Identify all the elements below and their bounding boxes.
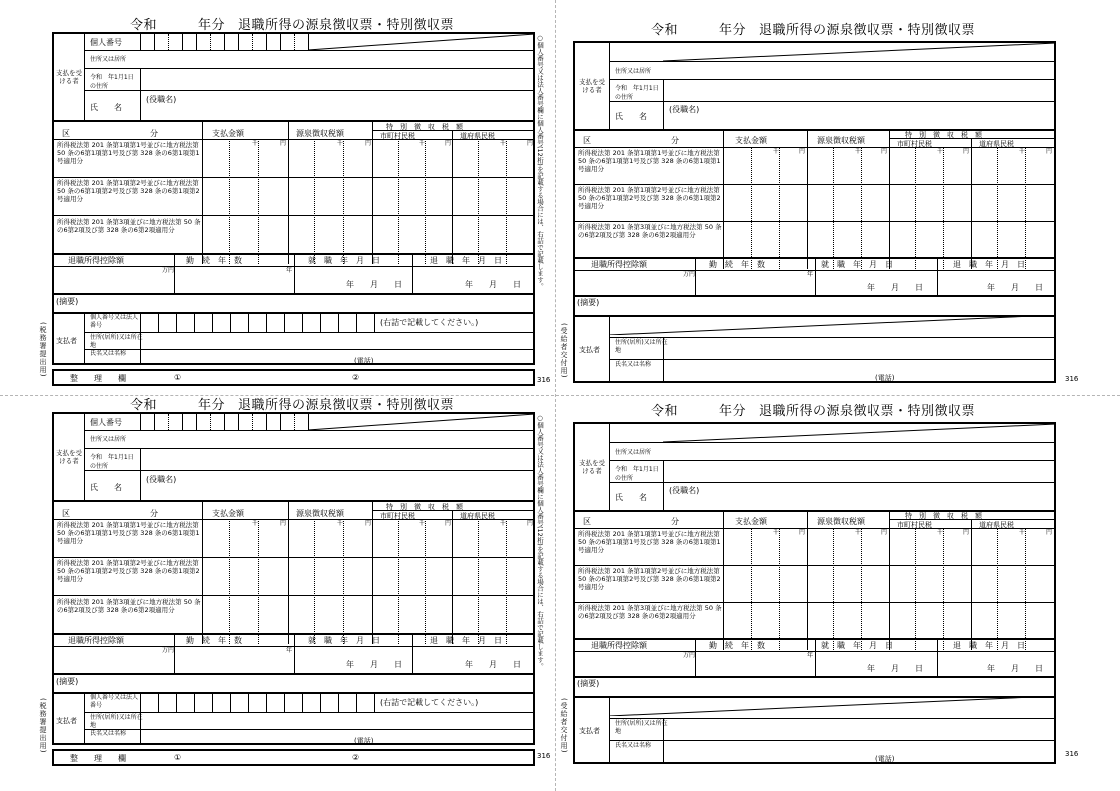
side-note: ○個人番号又は法人番号欄に個人番号(12桁)を記載する場合には、右詰で記載します。 [536,34,544,290]
recipient-copy-label: (受給者交付用) [560,698,568,754]
side-note: ○個人番号又は法人番号欄に個人番号(12桁)を記載する場合には、右詰で記載します。 [536,414,544,670]
thousand-unit: 千 [252,520,259,527]
withholding-header: 源泉徴収税額 [817,517,865,526]
payer-address-label: 住所(居所)又は所在地 [615,339,668,354]
thousand-unit: 千 [937,148,944,155]
thousand-unit: 千 [500,520,507,527]
yen-unit: 円 [445,140,452,147]
diagonal-line [308,34,535,50]
registry-box [52,749,535,766]
row-3-label: 所得税法第 201 条第3項並びに地方税法第 50 条の6第2項及び第 328 条の6第2項適用分 [57,598,201,614]
remarks-label: (摘要) [577,298,600,307]
diagonal-line [609,315,1056,335]
jan1-address-label: 令和 年1月1日の住所 [615,85,659,101]
title-text: 退職所得の源泉徴収票・特別徴収票 [238,398,455,413]
municipal-header: 市町村民税 [380,512,415,520]
payer-number-label: 個人番号又は法人番号 [90,694,139,709]
service-years-label: 勤 続 年 数 [186,636,242,645]
payment-header: 支払金額 [735,136,767,145]
special-header: 特 別 徴 収 税 額 [905,131,982,139]
year-unit: 年 [286,267,293,274]
man-yen-unit: 万円 [162,647,175,654]
thousand-unit: 千 [773,148,780,155]
thousand-unit: 千 [773,529,780,536]
municipal-header: 市町村民税 [897,521,932,529]
service-years-label: 勤 続 年 数 [709,260,765,269]
thousand-unit: 千 [500,140,507,147]
payer-label: 支払者 [56,337,77,345]
man-yen-unit: 万円 [162,267,175,274]
special-header: 特 別 徴 収 税 額 [386,123,463,131]
form-grid [52,32,535,365]
phone-label: (電話) [875,755,895,763]
phone-label: (電話) [354,357,374,365]
position-label: (役職名) [669,105,700,114]
employed-ymd: 年 月 日 [867,283,923,292]
recipient-label: 支払を受ける者 [579,78,605,94]
diagonal-line [663,43,1056,61]
thousand-unit: 千 [337,520,344,527]
category-header: 区 分 [583,136,679,145]
year-label: 年分 [719,404,747,419]
payer-label: 支払者 [56,717,77,725]
deduction-label: 退職所得控除額 [591,641,647,650]
row-2-label: 所得税法第 201 条第1項第2号並びに地方税法第 50 条の6第1項第2号及び第 328 条の6第1項第2号適用分 [578,186,721,210]
payer-label: 支払者 [579,727,600,735]
row-1-label: 所得税法第 201 条第1項第1号並びに地方税法第 50 条の6第1項第1号及び第 328 条の6第1項第1号適用分 [578,149,721,173]
row-3-label: 所得税法第 201 条第3項並びに地方税法第 50 条の6第2項及び第 328 条の6第2項適用分 [57,218,201,234]
individual-number-label: 個人番号 [90,418,122,427]
prefectural-header: 道府県民税 [460,512,495,520]
era-label: 令和 [651,23,679,38]
form-recipient-bottom [560,398,1079,773]
employed-date-label: 就 職 年 月 日 [821,641,893,650]
thousand-unit: 千 [1019,529,1026,536]
right-align-note: (右詰で記載してください。) [380,698,479,707]
employed-ymd: 年 月 日 [346,280,402,289]
payment-header: 支払金額 [735,517,767,526]
year-label: 年分 [198,398,226,413]
recipient-copy-label: (受給者交付用) [560,323,568,379]
registry-field-2: ② [352,753,360,762]
phone-label: (電話) [354,737,374,745]
form-number: 316 [1065,750,1079,758]
payer-address-label: 住所(居所)又は所在地 [615,720,668,735]
thousand-unit: 千 [419,140,426,147]
thousand-unit: 千 [937,529,944,536]
category-header: 区 分 [62,129,158,138]
row-2-label: 所得税法第 201 条第1項第2号並びに地方税法第 50 条の6第1項第2号及び第 328 条の6第1項第2号適用分 [57,559,200,583]
employed-date-label: 就 職 年 月 日 [821,260,893,269]
right-align-note: (右詰で記載してください。) [380,318,479,327]
remarks-label: (摘要) [56,677,79,686]
individual-number-label: 個人番号 [90,38,122,47]
retire-ymd: 年 月 日 [465,280,521,289]
address-label: 住所又は居所 [615,449,652,456]
yen-unit: 円 [527,140,534,147]
special-header: 特 別 徴 収 税 額 [905,512,982,520]
row-1-label: 所得税法第 201 条第1項第1号並びに地方税法第 50 条の6第1項第1号及び第 328 条の6第1項第1号適用分 [578,530,721,554]
thousand-unit: 千 [419,520,426,527]
year-unit: 年 [807,271,814,278]
prefectural-header: 道府県民税 [460,132,495,140]
thousand-unit: 千 [1019,148,1026,155]
year-unit: 年 [286,647,293,654]
yen-unit: 円 [963,148,970,155]
row-2-label: 所得税法第 201 条第1項第2号並びに地方税法第 50 条の6第1項第2号及び第 328 条の6第1項第2号適用分 [57,179,200,203]
form-title [122,12,522,34]
name-label: 氏 名 [615,493,647,502]
payment-header: 支払金額 [212,129,244,138]
payer-address-label: 住所(居所)又は所在地 [90,334,143,349]
yen-unit: 円 [799,148,806,155]
yen-unit: 円 [280,520,287,527]
retire-date-label: 退 職 年 月 日 [953,641,1025,650]
thousand-unit: 千 [855,529,862,536]
registry-field-1: ① [174,373,182,382]
form-grid [52,412,535,745]
payer-name-label: 氏名又は名称 [90,730,127,737]
title-text: 退職所得の源泉徴収票・特別徴収票 [759,23,976,38]
row-3-label: 所得税法第 201 条第3項並びに地方税法第 50 条の6第2項及び第 328 条の6第2項適用分 [578,223,722,239]
title-text: 退職所得の源泉徴収票・特別徴収票 [238,18,455,33]
registry-field-1: ① [174,753,182,762]
recipient-label: 支払を受ける者 [56,449,82,465]
category-header: 区 分 [583,517,679,526]
withholding-header: 源泉徴収税額 [296,509,344,518]
yen-unit: 円 [963,529,970,536]
form-tax-office-bottom [39,392,551,767]
form-grid [573,422,1056,764]
row-3-label: 所得税法第 201 条第3項並びに地方税法第 50 条の6第2項及び第 328 条の6第2項適用分 [578,604,722,620]
municipal-header: 市町村民税 [897,140,932,148]
position-label: (役職名) [146,475,177,484]
deduction-label: 退職所得控除額 [68,636,124,645]
yen-unit: 円 [1046,148,1053,155]
era-label: 令和 [130,18,158,33]
withholding-header: 源泉徴収税額 [817,136,865,145]
yen-unit: 円 [365,520,372,527]
payer-name-label: 氏名又は名称 [615,361,652,368]
registry-label: 整 理 欄 [70,754,126,763]
payer-number-label: 個人番号又は法人番号 [90,314,139,329]
title-text: 退職所得の源泉徴収票・特別徴収票 [759,404,976,419]
retire-ymd: 年 月 日 [465,660,521,669]
retire-date-label: 退 職 年 月 日 [953,260,1025,269]
prefectural-header: 道府県民税 [979,521,1014,529]
man-yen-unit: 万円 [683,271,696,278]
yen-unit: 円 [799,529,806,536]
year-unit: 年 [807,652,814,659]
payment-header: 支払金額 [212,509,244,518]
row-2-label: 所得税法第 201 条第1項第2号並びに地方税法第 50 条の6第1項第2号及び第 328 条の6第1項第2号適用分 [578,567,721,591]
deduction-label: 退職所得控除額 [68,256,124,265]
retire-date-label: 退 職 年 月 日 [430,256,502,265]
yen-unit: 円 [445,520,452,527]
service-years-label: 勤 続 年 数 [709,641,765,650]
jan1-address-label: 令和 年1月1日の住所 [90,454,134,470]
form-title [643,17,1043,39]
form-recipient-top [560,17,1079,392]
prefectural-header: 道府県民税 [979,140,1014,148]
position-label: (役職名) [146,95,177,104]
payer-name-label: 氏名又は名称 [615,742,652,749]
thousand-unit: 千 [337,140,344,147]
row-1-label: 所得税法第 201 条第1項第1号並びに地方税法第 50 条の6第1項第1号及び第 328 条の6第1項第1号適用分 [57,521,200,545]
form-number: 316 [537,752,551,760]
employed-ymd: 年 月 日 [867,664,923,673]
retire-ymd: 年 月 日 [987,664,1043,673]
position-label: (役職名) [669,486,700,495]
tax-office-copy-label: (税務署提出用) [39,698,47,754]
yen-unit: 円 [365,140,372,147]
yen-unit: 円 [881,148,888,155]
employed-date-label: 就 職 年 月 日 [308,256,380,265]
payer-address-label: 住所(居所)又は所在地 [90,714,143,729]
diagonal-line [308,414,535,430]
withholding-header: 源泉徴収税額 [296,129,344,138]
diagonal-line [663,424,1056,442]
yen-unit: 円 [881,529,888,536]
retire-date-label: 退 職 年 月 日 [430,636,502,645]
jan1-address-label: 令和 年1月1日の住所 [90,74,134,90]
era-label: 令和 [651,404,679,419]
address-label: 住所又は居所 [90,56,127,63]
phone-label: (電話) [875,374,895,382]
remarks-label: (摘要) [56,297,79,306]
payer-name-label: 氏名又は名称 [90,350,127,357]
diagonal-line [609,696,1056,716]
form-grid [573,41,1056,383]
employed-date-label: 就 職 年 月 日 [308,636,380,645]
yen-unit: 円 [1046,529,1053,536]
form-title [643,398,1043,420]
thousand-unit: 千 [252,140,259,147]
tax-office-copy-label: (税務署提出用) [39,322,47,378]
category-header: 区 分 [62,509,158,518]
name-label: 氏 名 [615,112,647,121]
form-number: 316 [1065,375,1079,383]
address-label: 住所又は居所 [90,436,127,443]
man-yen-unit: 万円 [683,652,696,659]
yen-unit: 円 [527,520,534,527]
year-label: 年分 [198,18,226,33]
form-number: 316 [537,376,551,384]
recipient-label: 支払を受ける者 [56,69,82,85]
form-tax-office-top [39,12,551,387]
name-label: 氏 名 [90,483,122,492]
registry-field-2: ② [352,373,360,382]
deduction-label: 退職所得控除額 [591,260,647,269]
row-1-label: 所得税法第 201 条第1項第1号並びに地方税法第 50 条の6第1項第1号及び第 328 条の6第1項第1号適用分 [57,141,200,165]
registry-box [52,369,535,386]
address-label: 住所又は居所 [615,68,652,75]
form-title [122,392,522,414]
year-label: 年分 [719,23,747,38]
thousand-unit: 千 [855,148,862,155]
era-label: 令和 [130,398,158,413]
municipal-header: 市町村民税 [380,132,415,140]
name-label: 氏 名 [90,103,122,112]
payer-label: 支払者 [579,346,600,354]
special-header: 特 別 徴 収 税 額 [386,503,463,511]
employed-ymd: 年 月 日 [346,660,402,669]
recipient-label: 支払を受ける者 [579,459,605,475]
retire-ymd: 年 月 日 [987,283,1043,292]
service-years-label: 勤 続 年 数 [186,256,242,265]
registry-label: 整 理 欄 [70,374,126,383]
jan1-address-label: 令和 年1月1日の住所 [615,466,659,482]
yen-unit: 円 [280,140,287,147]
remarks-label: (摘要) [577,679,600,688]
